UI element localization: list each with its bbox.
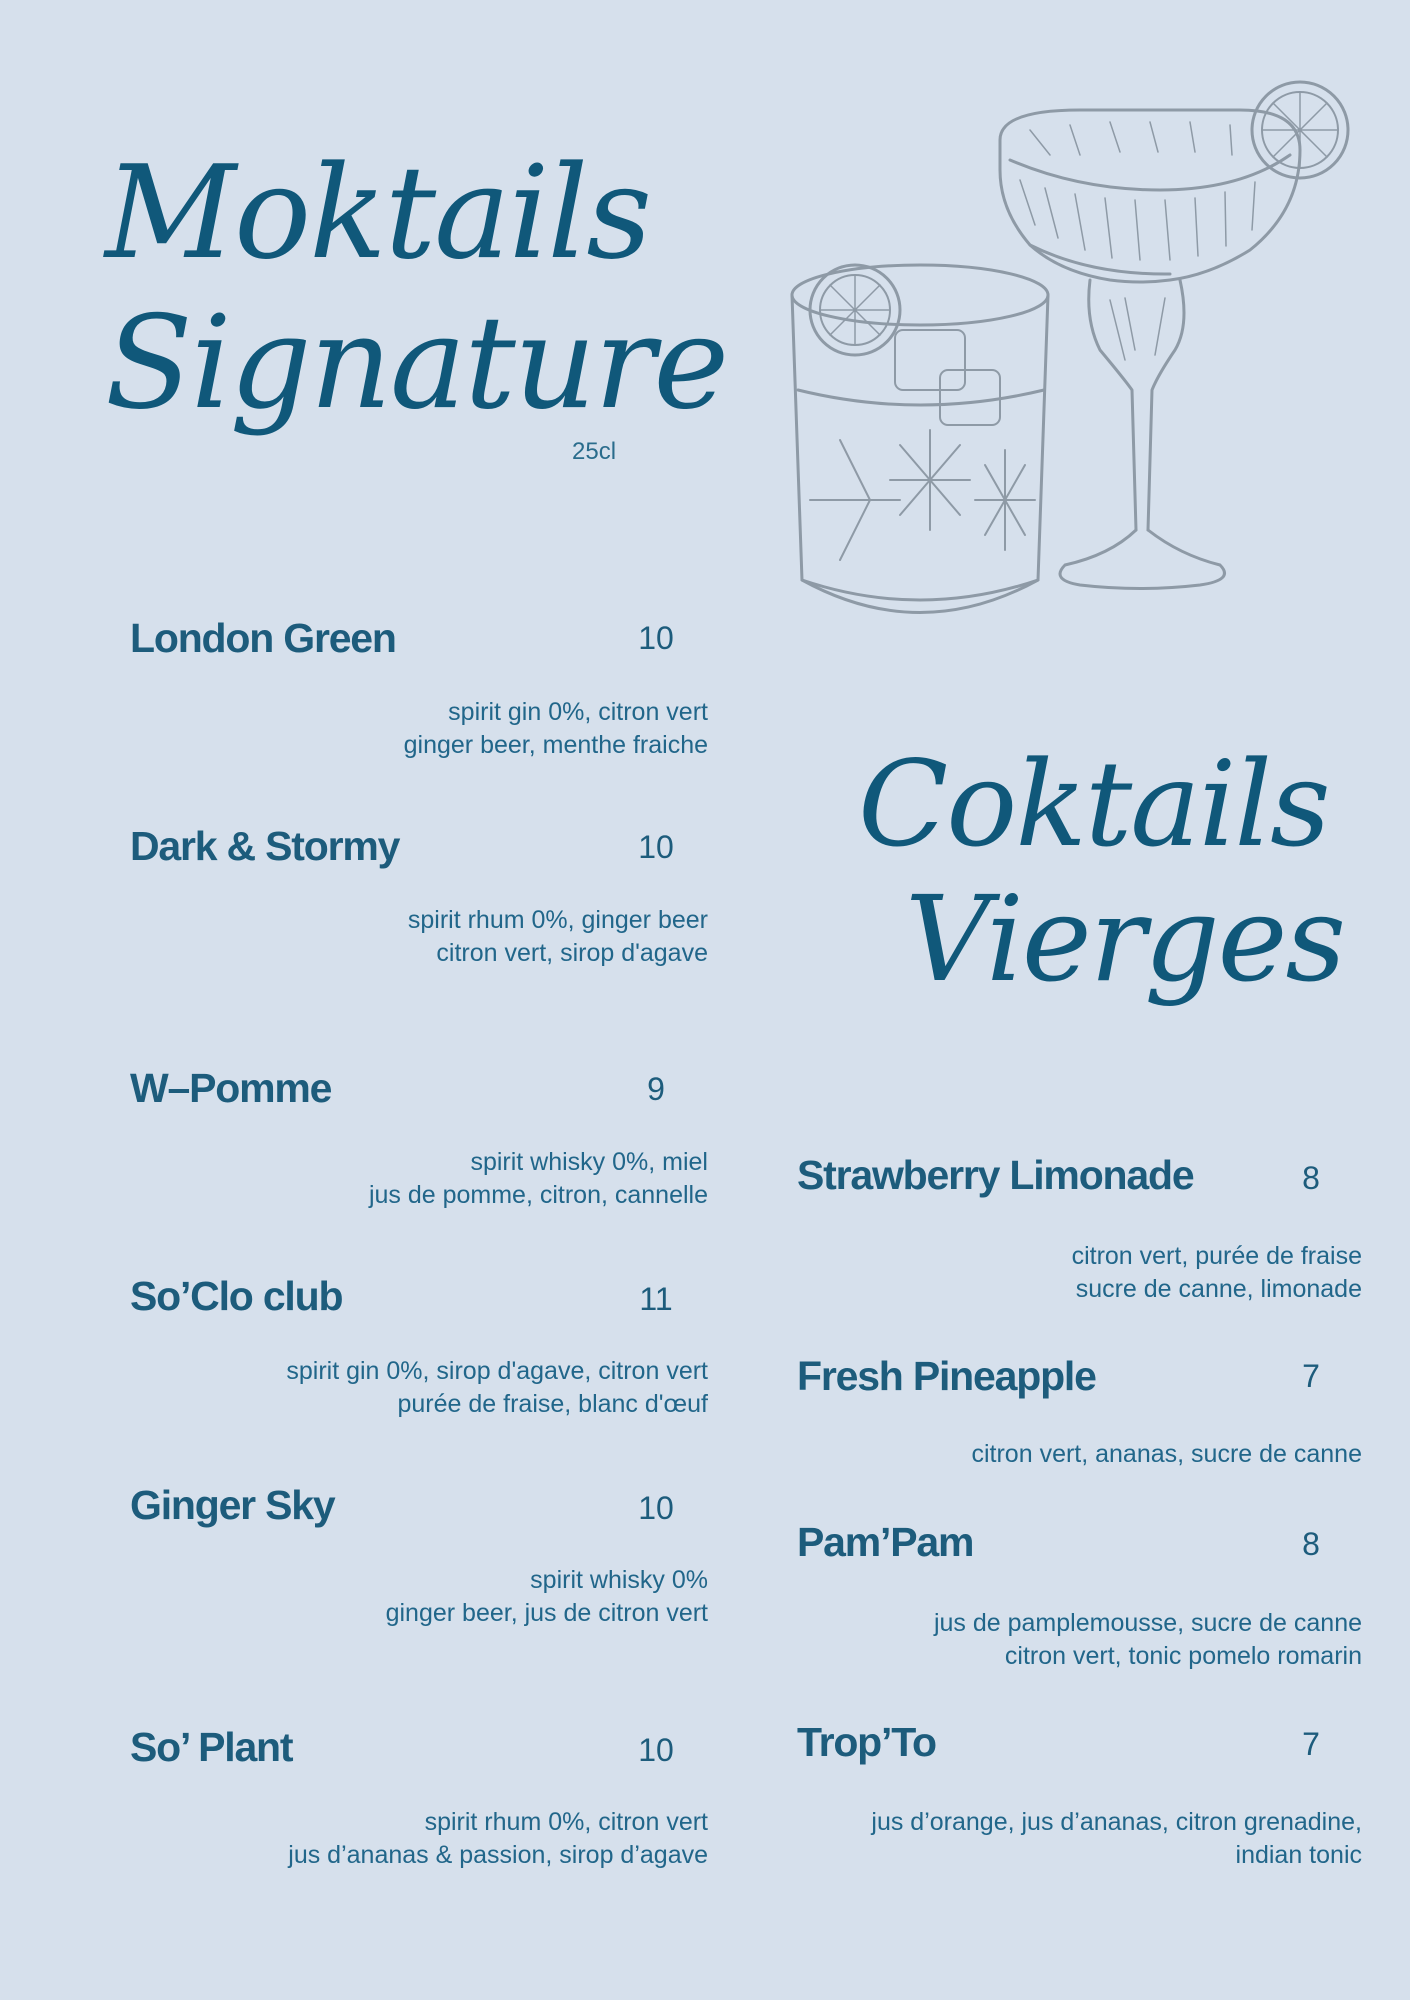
item-description — [386, 1564, 708, 1630]
item-name: Pam’Pam — [797, 1519, 974, 1565]
item-desc-line: indian tonic — [1235, 1841, 1362, 1869]
item-description — [369, 1146, 708, 1212]
signature-title-line1: Moktails — [105, 139, 650, 288]
item-price: 11 — [639, 1281, 673, 1317]
item-desc-line: jus de pamplemousse, sucre de canne — [933, 1609, 1362, 1637]
item-description — [288, 1806, 708, 1872]
item-name: London Green — [130, 615, 396, 661]
item-price: 7 — [1302, 1358, 1320, 1394]
rocks-glass-icon — [792, 265, 1048, 613]
item-description — [971, 1438, 1362, 1471]
item-name: So’ Plant — [130, 1724, 293, 1770]
item-desc-line: spirit whisky 0%, miel — [470, 1148, 708, 1176]
item-price: 7 — [1302, 1726, 1320, 1762]
margarita-glass-icon — [1000, 82, 1348, 589]
item-desc-line: spirit rhum 0%, citron vert — [424, 1808, 708, 1836]
item-name: Trop’To — [797, 1719, 936, 1765]
item-desc-line: purée de fraise, blanc d'œuf — [397, 1390, 708, 1418]
item-desc-line: spirit gin 0%, citron vert — [448, 698, 708, 726]
item-description — [934, 1607, 1362, 1673]
item-desc-line: citron vert, sirop d'agave — [436, 939, 708, 967]
vierges-title-line1: Coktails — [858, 735, 1329, 873]
item-description — [1072, 1240, 1362, 1306]
item-name: Strawberry Limonade — [797, 1152, 1194, 1198]
item-price: 10 — [638, 1732, 674, 1768]
item-price: 10 — [638, 620, 674, 656]
item-price: 8 — [1302, 1526, 1320, 1562]
item-desc-line: spirit whisky 0% — [530, 1566, 708, 1594]
item-desc-line: ginger beer, jus de citron vert — [385, 1599, 708, 1627]
item-name: So’Clo club — [130, 1273, 343, 1319]
item-desc-line: sucre de canne, limonade — [1075, 1275, 1362, 1303]
item-desc-line: jus d’orange, jus d’ananas, citron grenadine, — [871, 1808, 1362, 1836]
item-name: Dark & Stormy — [130, 823, 400, 869]
item-price: 9 — [647, 1071, 665, 1107]
item-description — [286, 1355, 708, 1421]
item-price: 10 — [638, 1490, 674, 1526]
item-desc-line: citron vert, purée de fraise — [1071, 1242, 1362, 1270]
vierges-title-line2: Vierges — [905, 870, 1345, 1008]
size-note: 25cl — [572, 438, 617, 465]
item-desc-line: spirit rhum 0%, ginger beer — [407, 906, 708, 934]
item-desc-line: ginger beer, menthe fraiche — [403, 731, 708, 759]
item-name: Ginger Sky — [130, 1482, 335, 1528]
item-desc-line: spirit gin 0%, sirop d'agave, citron vert — [286, 1357, 708, 1385]
item-description — [871, 1806, 1362, 1872]
item-price: 8 — [1302, 1160, 1320, 1196]
item-price: 10 — [638, 829, 674, 865]
item-name: Fresh Pineapple — [797, 1353, 1096, 1399]
item-desc-line: citron vert, tonic pomelo romarin — [1004, 1642, 1362, 1670]
item-description — [404, 696, 708, 762]
item-description — [408, 904, 708, 970]
item-desc-line: citron vert, ananas, sucre de canne — [971, 1440, 1362, 1468]
item-desc-line: jus d’ananas & passion, sirop d’agave — [288, 1841, 708, 1869]
signature-title-line2: Signature — [105, 289, 728, 438]
item-desc-line: jus de pomme, citron, cannelle — [368, 1181, 708, 1209]
item-name: W–Pomme — [130, 1065, 332, 1111]
cocktail-glasses-icon — [780, 60, 1380, 640]
